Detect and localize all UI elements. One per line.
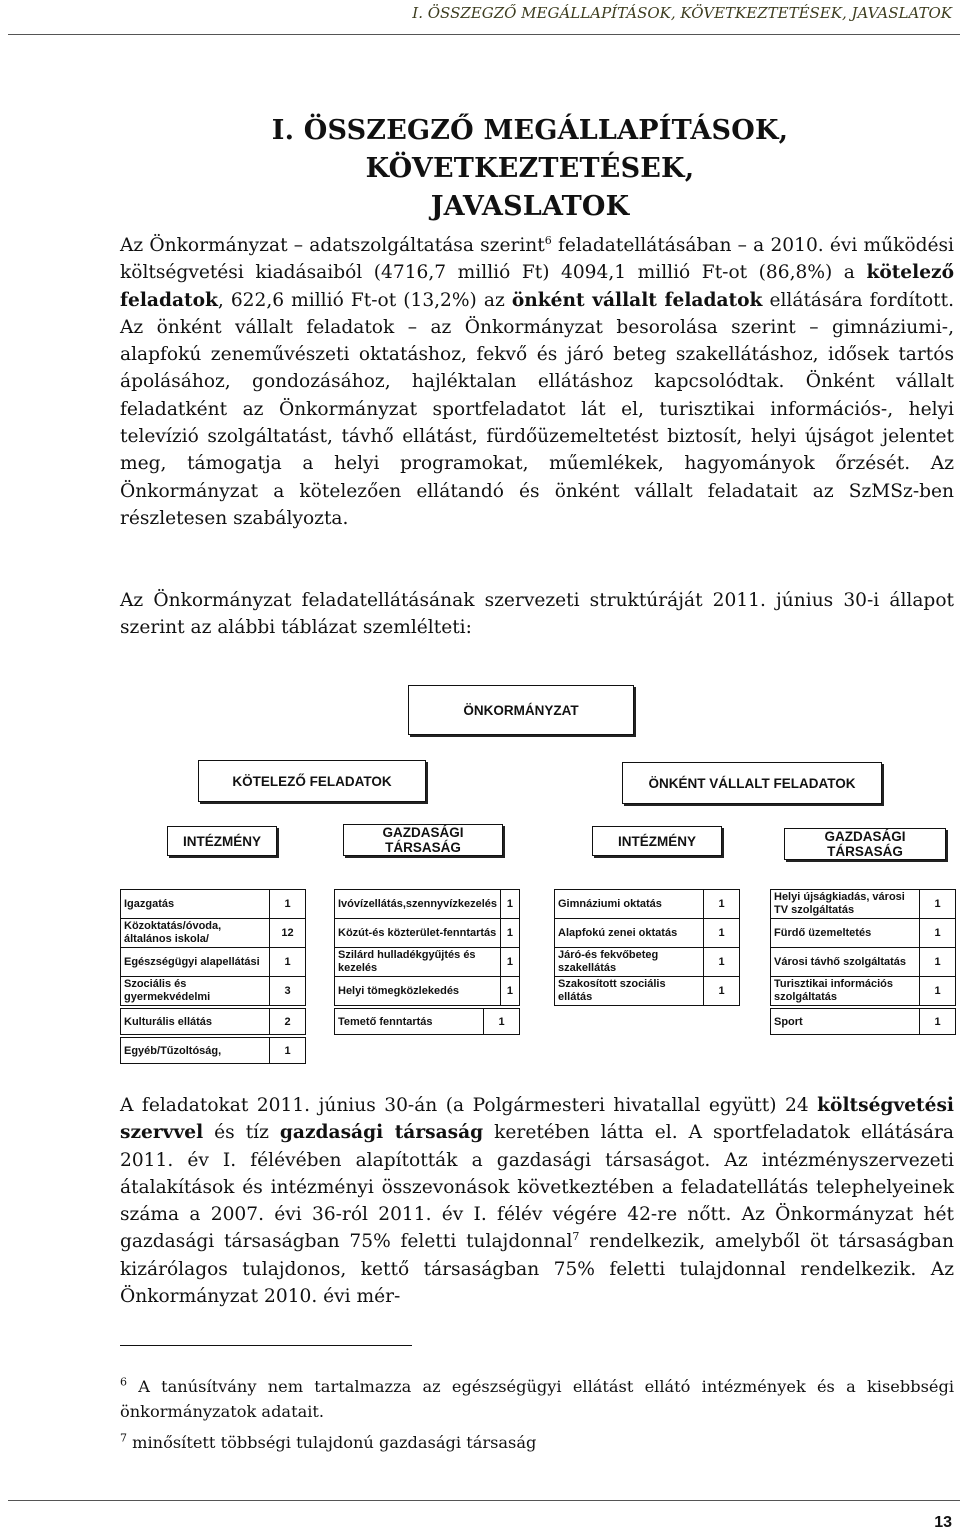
table-row [771,977,956,1006]
table-row [335,1009,520,1035]
cell-label: Kulturális ellátás [121,1009,270,1035]
cell-count: 3 [270,977,306,1006]
cell-count: 1 [704,919,740,948]
cell-count: 1 [270,890,306,919]
cell-label: Városi távhő szolgáltatás [771,948,920,977]
table-row [771,1009,956,1035]
org-mandatory-box: KÖTELEZŐ FELADATOK [198,760,426,802]
cell-count: 1 [270,1038,306,1064]
table-row [121,1009,306,1035]
footnote-text: minősített többségi tulajdonú gazdasági társaság [127,1433,537,1452]
cell-label: Járó-és fekvőbeteg szakellátás [555,948,704,977]
p3-text-d: rendelkezik, amelyből öt társaságban kizárólagos tulajdonos, kettő társaságban 75% feletti tulajdonnal rendelkezik. Az Önkormányzat 2010. évi mér- [120,1231,954,1308]
table-row [335,948,520,977]
cell-label: Fürdő üzemeltetés [771,919,920,948]
cell-count: 1 [704,948,740,977]
cell-count: 1 [920,948,956,977]
table-row [555,977,740,1006]
cell-label: Turisztikai információs szolgáltatás [771,977,920,1006]
footnote-ref-6[interactable]: 6 [544,233,552,247]
chapter-title-line2: JAVASLATOK [430,191,630,222]
cell-label: Igazgatás [121,890,270,919]
page-number: 13 [934,1514,952,1531]
table-cultural [120,1008,306,1035]
org-company-box-2: GAZDASÁGI TÁRSASÁG [784,828,946,860]
cell-count: 1 [920,977,956,1006]
footnote-divider [120,1345,412,1346]
table-row [121,948,306,977]
p3-text-a: A feladatokat 2011. június 30-án (a Polgármesteri hivatallal együtt) 24 [120,1095,818,1116]
cell-count: 12 [270,919,306,948]
cell-count: 1 [500,890,519,919]
paragraph-1 [120,232,954,532]
table-row [121,1038,306,1064]
cell-count: 1 [704,890,740,919]
cell-count: 1 [500,977,519,1006]
cell-label: Gimnáziumi oktatás [555,890,704,919]
p1-bold-voluntary: önként vállalt feladatok [511,289,763,311]
table-mandatory-institutions [120,889,306,1006]
cell-label: Közoktatás/óvoda, általános iskola/ [121,919,270,948]
table-mandatory-companies [334,889,520,1006]
cell-count: 1 [920,1009,956,1035]
table-row [771,948,956,977]
footnote-ref-7[interactable]: 7 [572,1230,580,1244]
cell-label: Egyéb/Tűzoltóság, [121,1038,270,1064]
cell-label: Szociális és gyermekvédelmi [121,977,270,1006]
footnote-mark: 6 [120,1375,127,1389]
cell-count: 1 [704,977,740,1006]
cell-label: Szilárd hulladékgyűjtés és kezelés [335,948,501,977]
p3-text-b: és tíz [203,1122,280,1144]
table-row [555,948,740,977]
table-row [335,919,520,948]
p3-text-c: keretében látta el. A sportfeladatok ellátására 2011. év I. félévében alapították a gazdasági társaságot. Az intézményszervezeti átalakítások és intézményi összevonások következtében a feladatellátás telephelyeinek száma a 2007. évi 36-ról 2011. év I. félév végére 42-re nőtt. Az Önkormányzat hét gazdasági társaságban 75% feletti tulajdonnal [120,1122,954,1253]
table-row [555,919,740,948]
cell-label: Ivóvízellátás,szennyvízkezelés [335,890,501,919]
cell-label: Helyi tömegközlekedés [335,977,501,1006]
paragraph-2: Az Önkormányzat feladatellátásának szervezeti struktúráját 2011. június 30-i állapot szerint az alábbi táblázat szemlélteti: [120,590,954,639]
cell-count: 1 [920,890,956,919]
footer-divider [8,1500,960,1501]
p1-bold-mandatory: kötelező feladatok [120,262,954,311]
org-institution-box-1: INTÉZMÉNY [167,826,277,856]
table-row [555,890,740,919]
footnote-text: A tanúsítvány nem tartalmazza az egészségügyi ellátást ellátó intézmények és a kisebbségi önkormányzatok adatait. [120,1377,954,1421]
footnote-6 [120,1374,954,1424]
p1-text-c: , 622,6 millió Ft-ot (13,2%) az [217,289,512,311]
org-root-box: ÖNKORMÁNYZAT [408,685,634,735]
footnote-mark: 7 [120,1431,127,1445]
cell-label: Egészségügyi alapellátási [121,948,270,977]
p3-bold-budget-bodies: költségvetési szervvel [120,1095,954,1144]
cell-label: Temető fenntartás [335,1009,484,1035]
table-voluntary-institutions [554,889,740,1006]
cell-count: 1 [270,948,306,977]
table-sport [770,1008,956,1035]
table-row [121,890,306,919]
cell-count: 1 [920,919,956,948]
cell-label: Alapfokú zenei oktatás [555,919,704,948]
org-company-box-1: GAZDASÁGI TÁRSASÁG [343,824,503,856]
running-header: I. ÖSSZEGZŐ MEGÁLLAPÍTÁSOK, KÖVETKEZTETÉSEK, JAVASLATOK [412,4,952,22]
table-row [121,919,306,948]
header-divider [8,34,960,35]
table-firefighting [120,1037,306,1064]
chapter-title [122,112,938,226]
cell-count: 2 [270,1009,306,1035]
paragraph-3 [120,1092,954,1310]
table-row [335,890,520,919]
cell-label: Szakosított szociális ellátás [555,977,704,1006]
cell-label: Közút-és közterület-fenntartás [335,919,501,948]
p3-bold-companies: gazdasági társaság [279,1122,484,1144]
table-cemetery [334,1008,520,1035]
p1-text-b: feladatellátásában – a 2010. évi működési költségvetési kiadásaiból (4716,7 millió Ft) 4094,1 millió Ft-ot (86,8%) a [120,235,954,284]
cell-count: 1 [484,1009,520,1035]
table-row [121,977,306,1006]
cell-count: 1 [500,919,519,948]
p1-text-d: ellátására fordított. Az önként vállalt feladatok – az Önkormányzat besorolása szerint – gimnáziumi-, alapfokú zeneművészeti oktatáshoz, fekvő és járó beteg szakellátáshoz, idősek tartós ápolásához, gondozásához, hajléktalan ellátáshoz kapcsolódtak. Önként vállalt feladatként az Önkormányzat sportfeladatot lát el, turisztikai információs-, helyi televízió szolgáltatást, távhő ellátást, fürdőüzemeltetést biztosít, helyi újságot jelentet meg, támogatja a helyi programokat, műemlékek, hagyományok őrzését. Az Önkormányzat a kötelezően ellátandó és önként vállalt feladatait az SzMSz-ben részletesen szabályozta. [120,289,955,529]
org-institution-box-2: INTÉZMÉNY [592,826,722,856]
cell-label: Sport [771,1009,920,1035]
p1-text-a: Az Önkormányzat – adatszolgáltatása szerint [120,235,545,256]
table-row [771,919,956,948]
table-row [335,977,520,1006]
footnote-7 [120,1430,954,1455]
chapter-title-line1: I. ÖSSZEGZŐ MEGÁLLAPÍTÁSOK, KÖVETKEZTETÉSEK, [271,115,789,184]
cell-count: 1 [500,948,519,977]
table-row [771,890,956,919]
org-voluntary-box: ÖNKÉNT VÁLLALT FELADATOK [622,762,882,804]
cell-label: Helyi újságkiadás, városi TV szolgáltatás [771,890,920,919]
table-voluntary-companies [770,889,956,1006]
